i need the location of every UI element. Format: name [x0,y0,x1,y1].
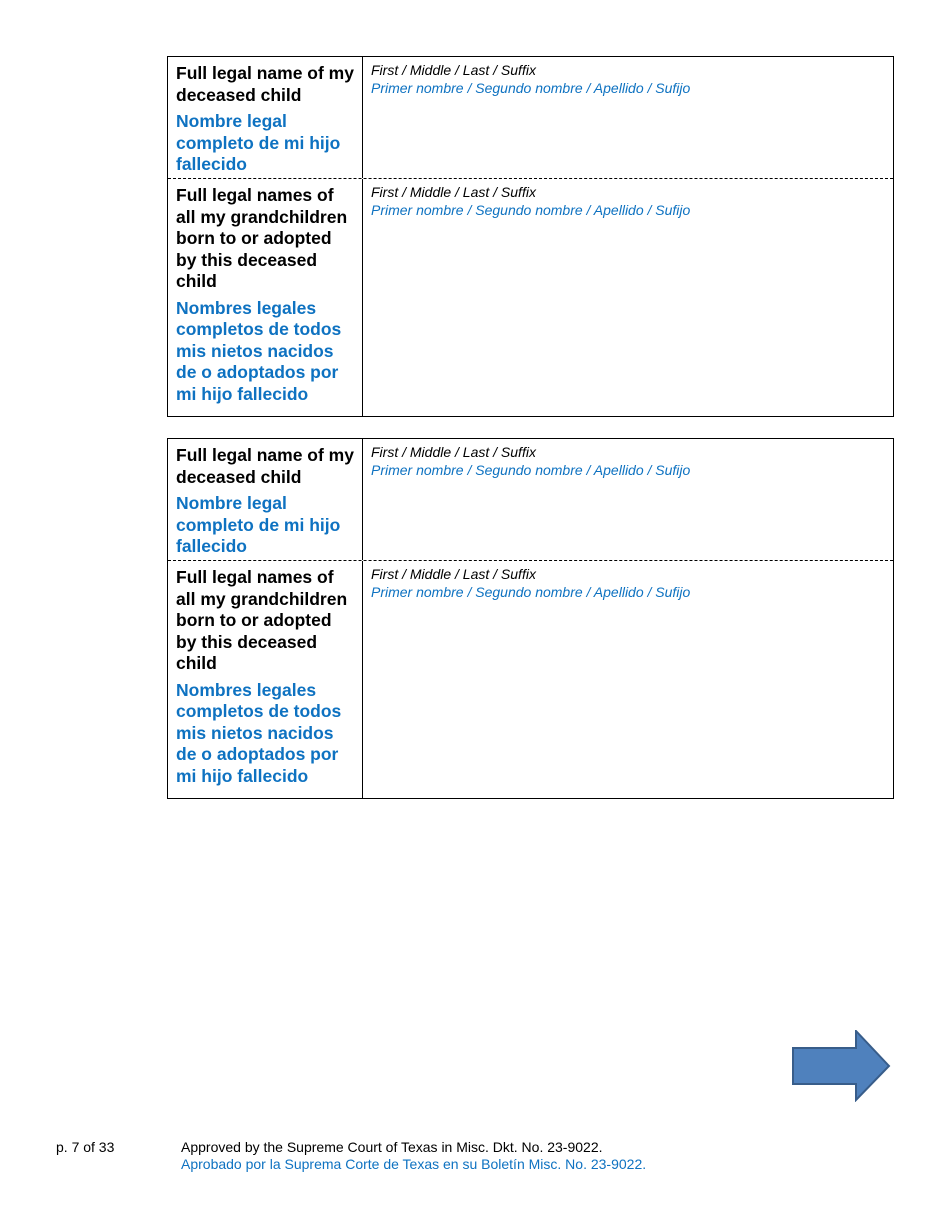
name-format-hint-es: Primer nombre / Segundo nombre / Apellido / Sufijo [371,80,691,96]
deceased-child-label-en: Full legal name of my deceased child [176,445,354,487]
grandchildren-label-en: Full legal names of all my grandchildren born to or adopted by this deceased child [176,185,348,291]
grandchildren-label [168,179,363,416]
deceased-child-row [168,57,893,178]
deceased-child-label [168,57,363,178]
name-format-hint-es: Primer nombre / Segundo nombre / Apellido / Sufijo [371,584,691,600]
name-format-hint-en: First / Middle / Last / Suffix [371,62,536,78]
grandchildren-label-es: Nombres legales completos de todos mis nietos nacidos de o adoptados por mi hijo fallecido [176,679,342,786]
grandchildren-names-field[interactable] [363,179,893,416]
deceased-child-label-en: Full legal name of my deceased child [176,63,354,105]
name-format-hint-en: First / Middle / Last / Suffix [371,444,536,460]
grandchildren-names-field[interactable] [363,561,893,798]
deceased-child-label-es: Nombre legal completo de mi hijo fallecido [176,493,341,556]
grandchildren-label-es: Nombres legales completos de todos mis nietos nacidos de o adoptados por mi hijo fallecido [176,297,342,404]
grandchildren-label-en: Full legal names of all my grandchildren born to or adopted by this deceased child [176,567,348,673]
name-format-hint-en: First / Middle / Last / Suffix [371,184,536,200]
right-arrow-shape [793,1031,889,1100]
grandchildren-row [168,178,893,416]
child-entry-table-1 [167,56,894,417]
right-arrow-icon[interactable] [792,1030,892,1102]
approval-notice-en: Approved by the Supreme Court of Texas in Misc. Dkt. No. 23-9022. [181,1139,603,1155]
grandchildren-label [168,561,363,798]
deceased-child-name-field[interactable] [363,439,893,560]
name-format-hint-en: First / Middle / Last / Suffix [371,566,536,582]
deceased-child-row [168,439,893,560]
approval-notice [181,1139,646,1173]
child-entry-table-2 [167,438,894,799]
deceased-child-label-es: Nombre legal completo de mi hijo fallecido [176,111,341,174]
approval-notice-es: Aprobado por la Suprema Corte de Texas en su Boletín Misc. No. 23-9022. [181,1156,647,1172]
page-number: p. 7 of 33 [56,1139,115,1155]
deceased-child-name-field[interactable] [363,57,893,178]
grandchildren-row [168,560,893,798]
name-format-hint-es: Primer nombre / Segundo nombre / Apellido / Sufijo [371,202,691,218]
deceased-child-label [168,439,363,560]
name-format-hint-es: Primer nombre / Segundo nombre / Apellido / Sufijo [371,462,691,478]
